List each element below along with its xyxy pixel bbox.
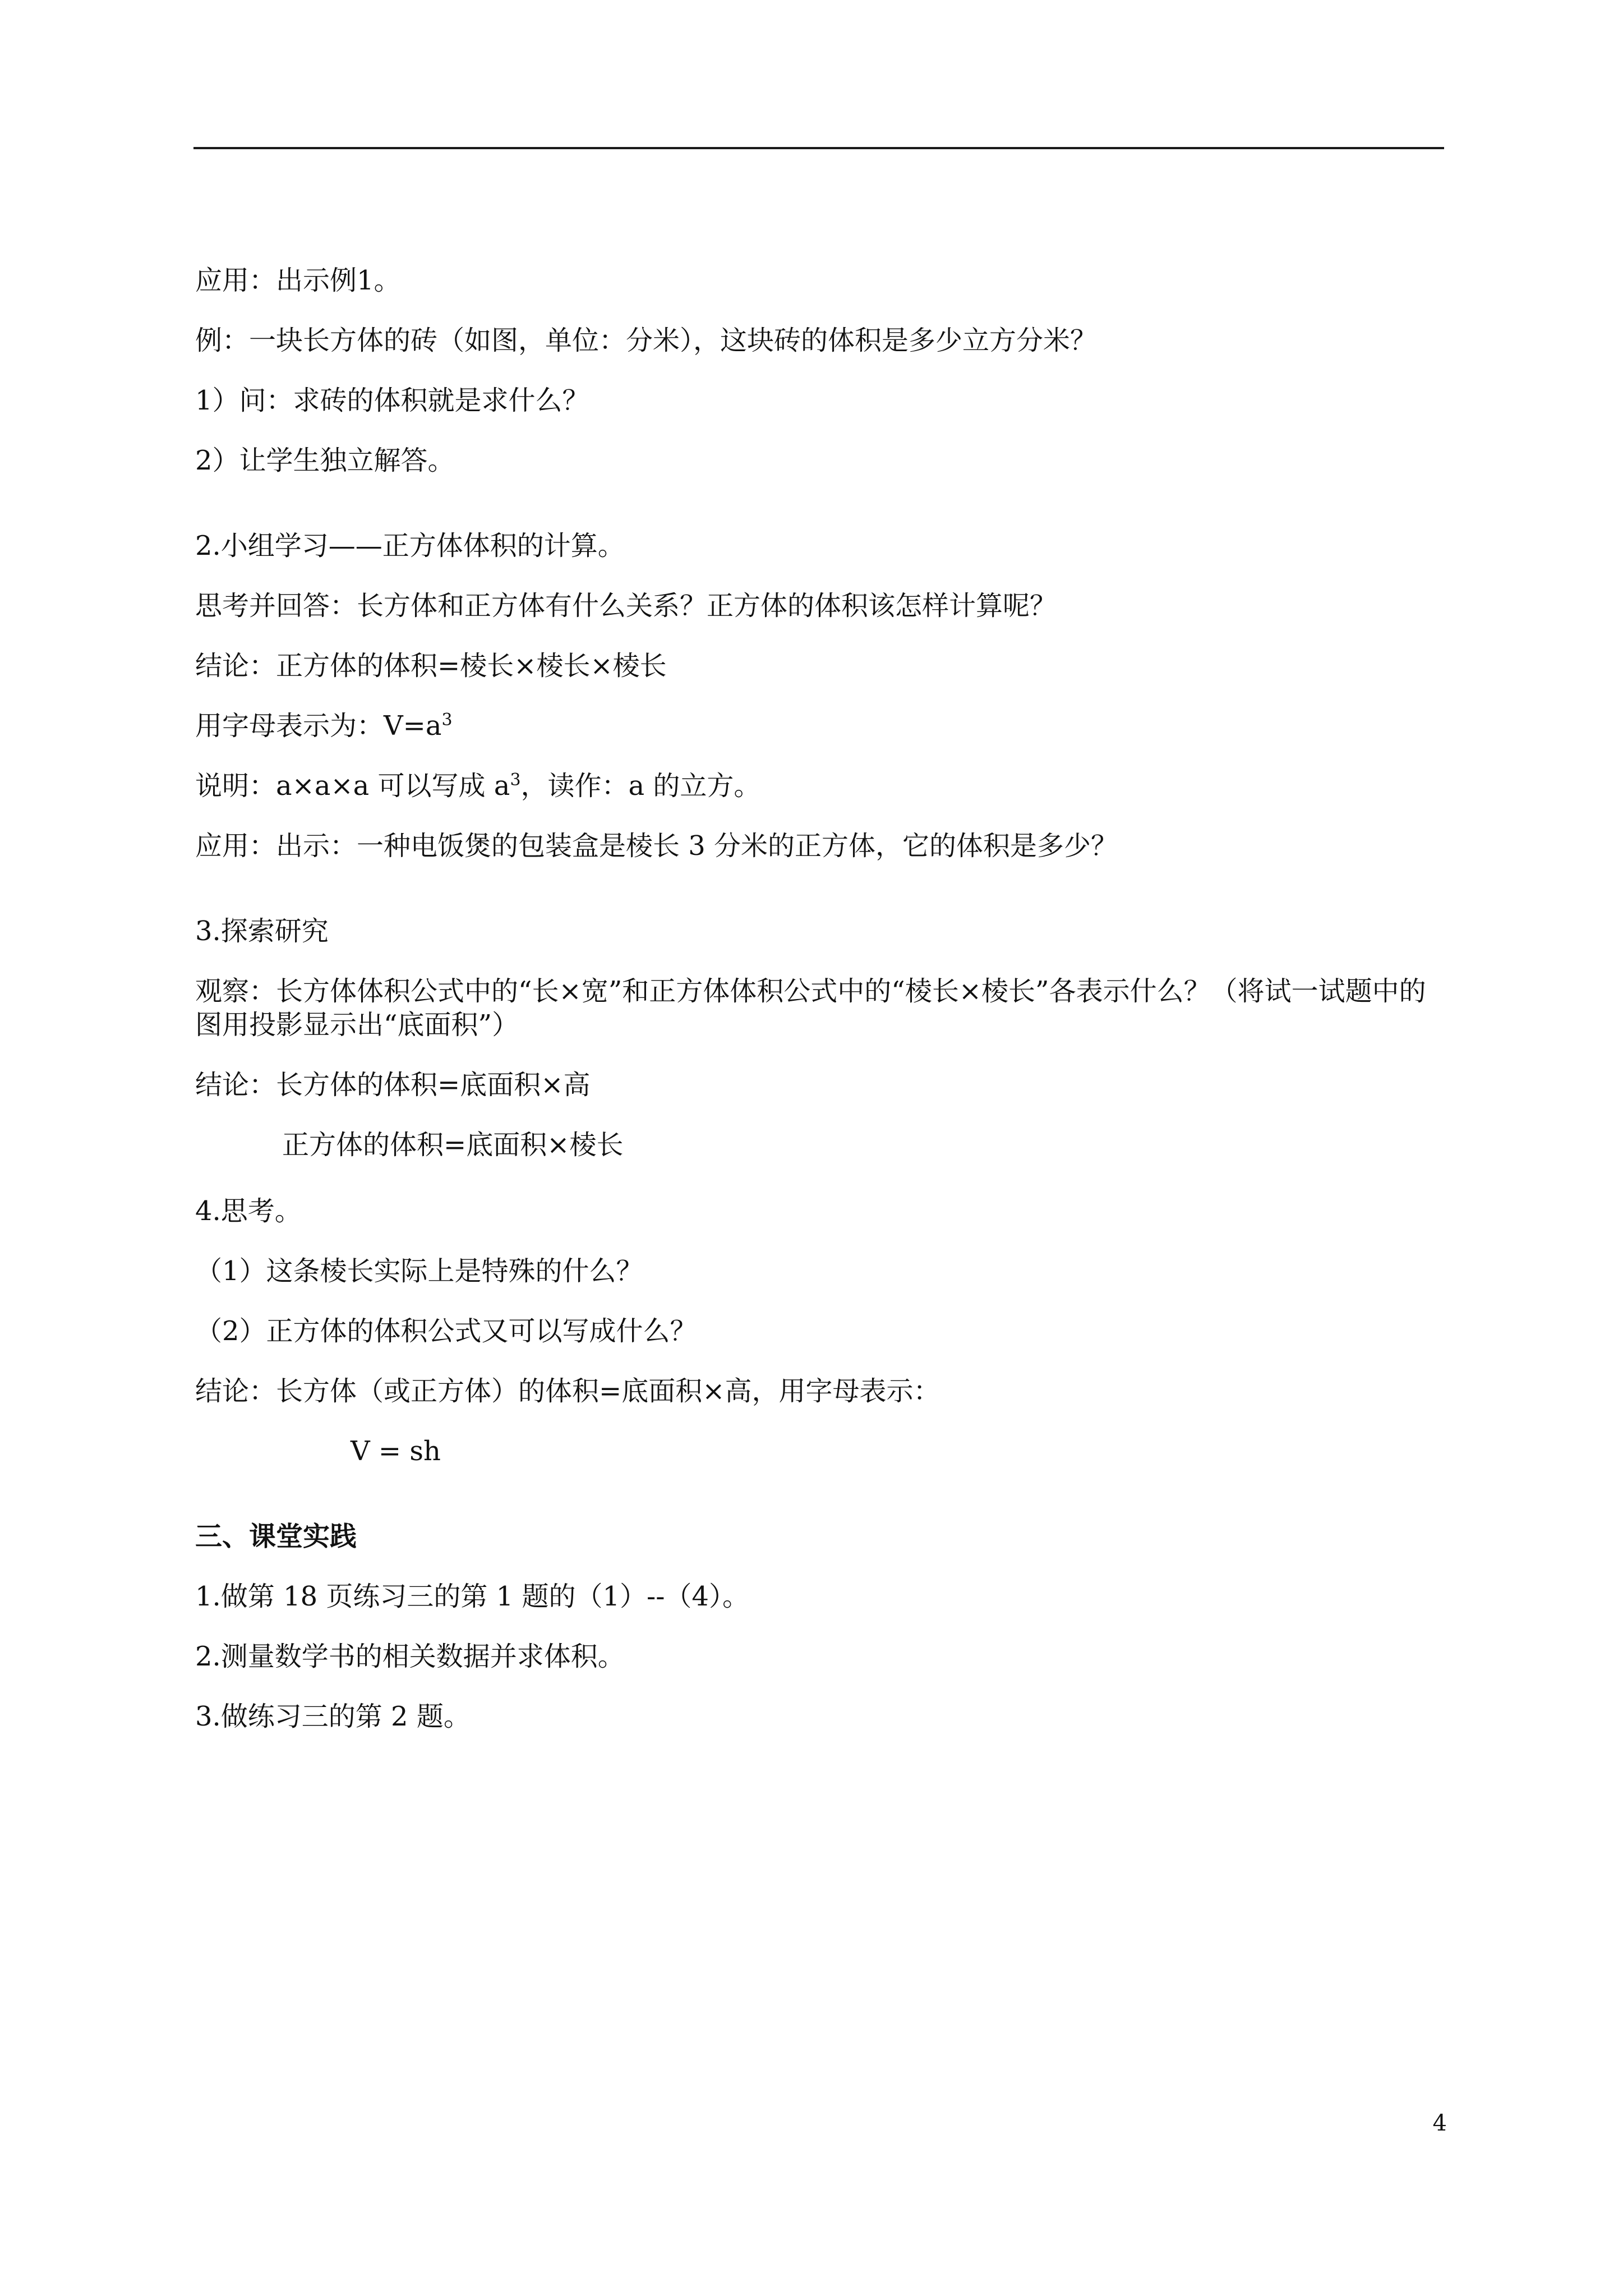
- explanation-text: 说明：a×a×a 可以写成 a: [195, 770, 510, 802]
- paragraph-application-example: 应用：出示例1。: [195, 265, 401, 296]
- explanation-suffix: ，读作：a 的立方。: [520, 770, 761, 802]
- paragraph-cube-base-area-conclusion: 正方体的体积=底面积×棱长: [282, 1129, 624, 1161]
- practice-item-1: 1.做第 18 页练习三的第 1 题的（1）--（4）。: [195, 1581, 749, 1612]
- paragraph-cuboid-volume-conclusion: 结论：长方体的体积=底面积×高: [195, 1069, 591, 1101]
- paragraph-cube-volume-conclusion: 结论：正方体的体积=棱长×棱长×棱长: [195, 650, 667, 682]
- paragraph-rice-cooker-application: 应用：出示：一种电饭煲的包装盒是棱长 3 分米的正方体，它的体积是多少？: [195, 830, 1118, 862]
- section-heading-think: 4.思考。: [195, 1195, 302, 1227]
- formula-text: 用字母表示为：V=a: [195, 710, 442, 742]
- section-heading-explore: 3.探索研究: [195, 915, 329, 947]
- practice-item-3: 3.做练习三的第 2 题。: [195, 1701, 471, 1732]
- paragraph-question-1: 1）问：求砖的体积就是求什么？: [195, 385, 589, 416]
- document-body: [195, 264, 1446, 1760]
- section-heading-group-study: 2.小组学习——正方体体积的计算。: [195, 530, 625, 562]
- header-rule: [193, 147, 1444, 149]
- paragraph-letter-formula: [195, 709, 1446, 743]
- formula-exponent: 3: [441, 710, 453, 730]
- paragraph-think-question-1: （1）这条棱长实际上是特殊的什么？: [195, 1255, 643, 1287]
- paragraph-think-answer: 思考并回答：长方体和正方体有什么关系？正方体的体积该怎样计算呢？: [195, 590, 1057, 622]
- paragraph-example-brick: 例：一块长方体的砖（如图，单位：分米），这块砖的体积是多少立方分米？: [195, 325, 1098, 356]
- page-number: 4: [1432, 2110, 1447, 2136]
- explanation-exponent: 3: [510, 770, 521, 790]
- paragraph-think-question-2: （2）正方体的体积公式又可以写成什么？: [195, 1315, 697, 1347]
- paragraph-question-2: 2）让学生独立解答。: [195, 445, 455, 476]
- paragraph-general-conclusion: 结论：长方体（或正方体）的体积=底面积×高，用字母表示：: [195, 1375, 940, 1407]
- paragraph-explanation: [195, 769, 1446, 803]
- formula-v-equals-sh: V = sh: [351, 1435, 441, 1467]
- section-heading-classroom-practice: 三、课堂实践: [195, 1521, 357, 1552]
- paragraph-observation: 观察：长方体体积公式中的“长×宽”和正方体体积公式中的“棱长×棱长”各表示什么？（将试一试题中的图用投影显示出“底面积”）: [195, 976, 1426, 1041]
- practice-item-2: 2.测量数学书的相关数据并求体积。: [195, 1641, 625, 1672]
